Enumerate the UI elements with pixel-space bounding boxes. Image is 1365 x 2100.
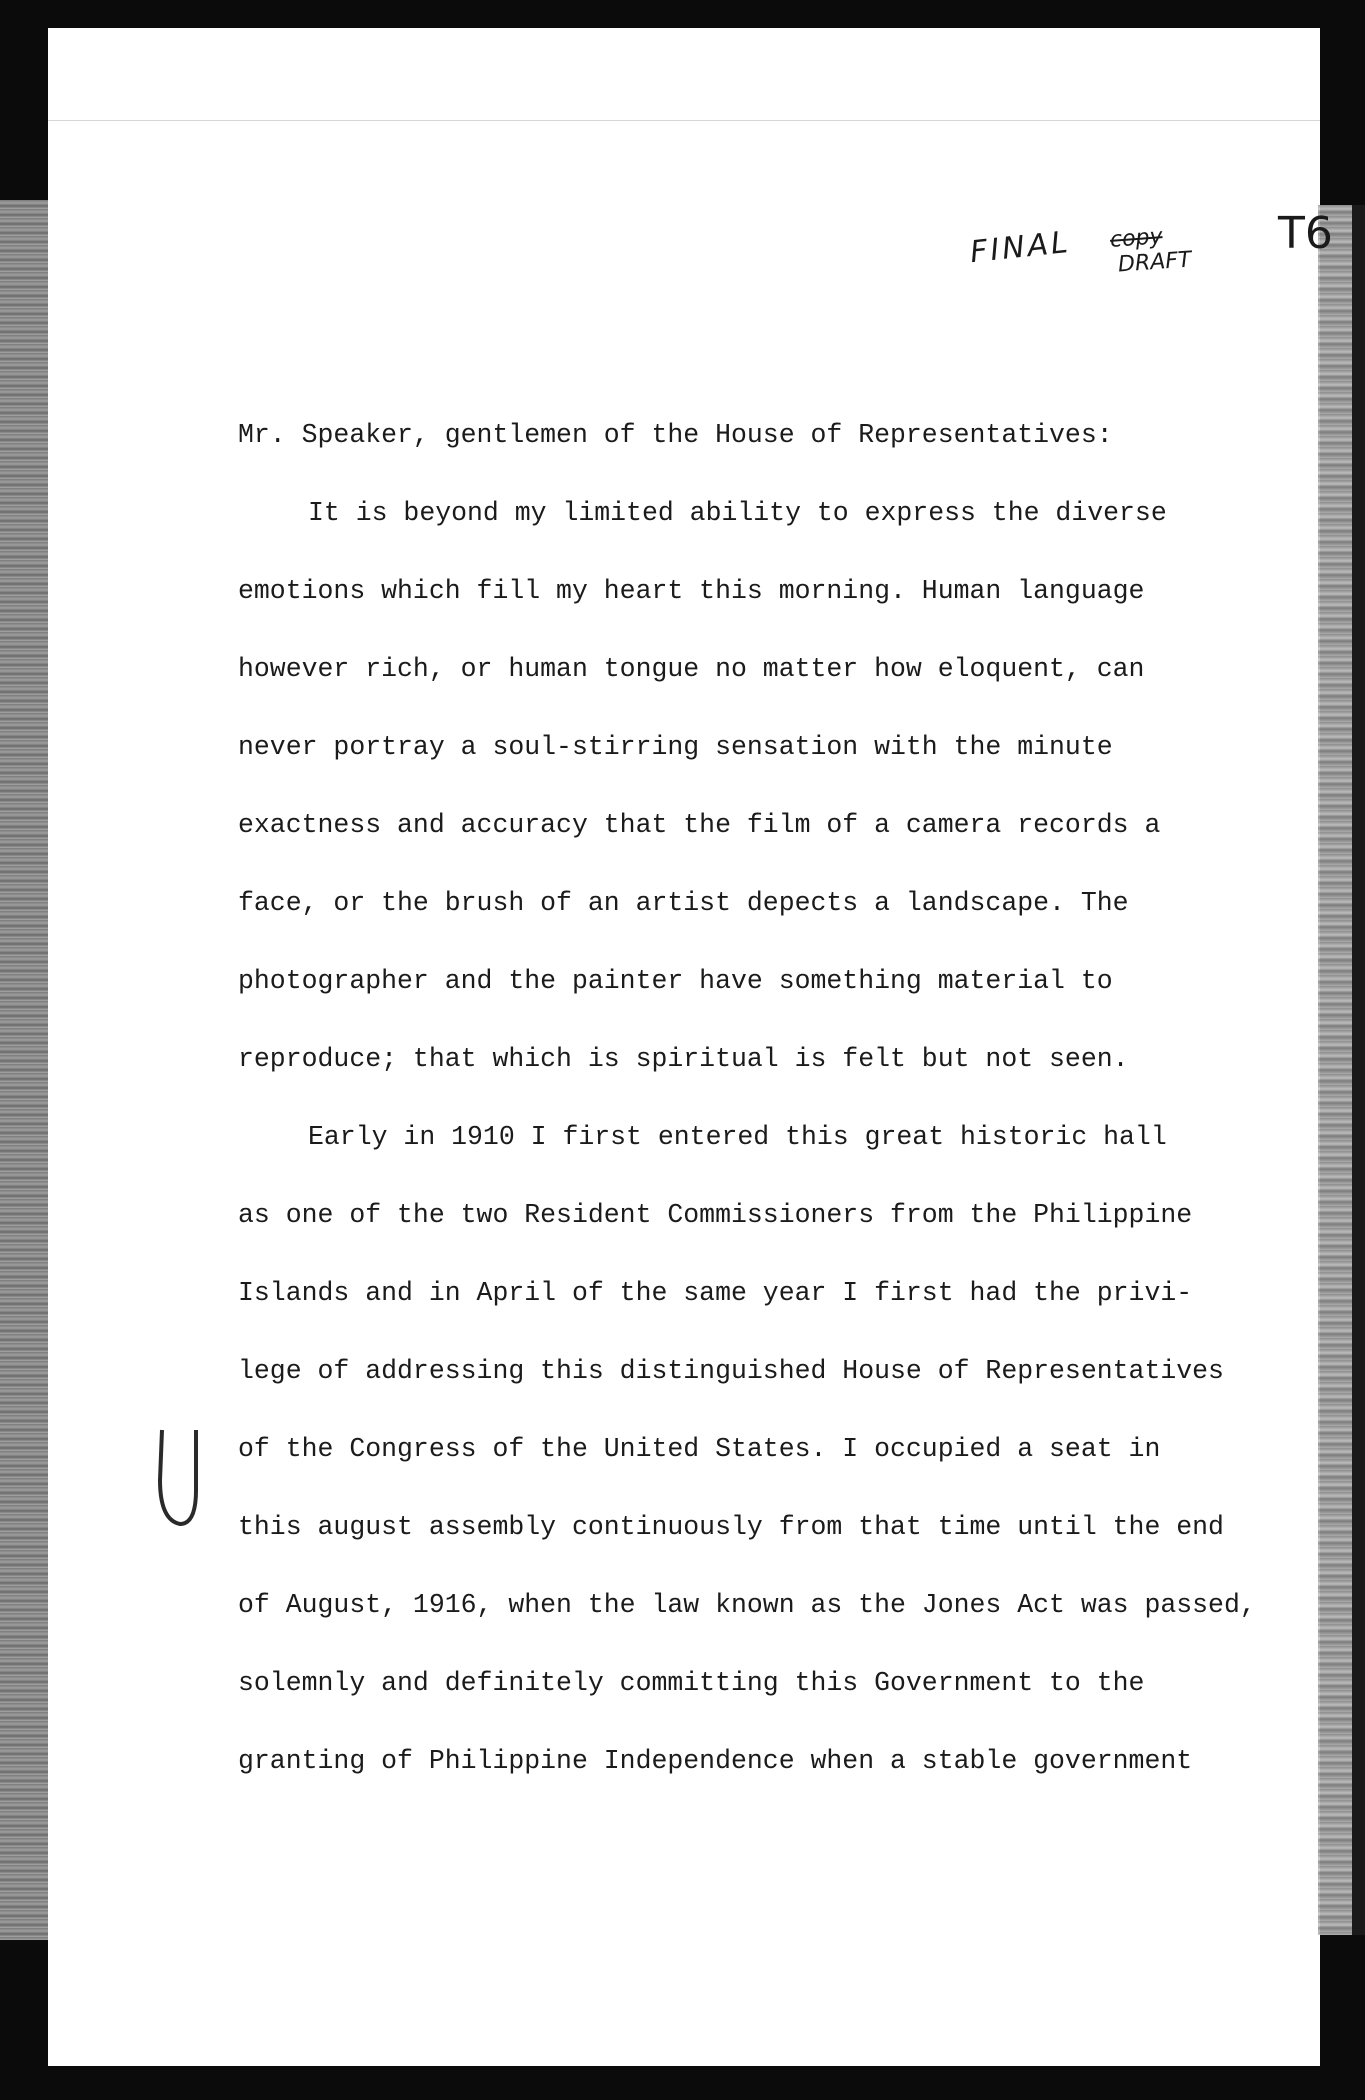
text-line-6: exactness and accuracy that the film of a camera records a <box>238 810 1161 840</box>
text-line-18: granting of Philippine Independence when a stable government <box>238 1746 1193 1776</box>
text-line-3: emotions which fill my heart this morning. Human language <box>238 576 1145 606</box>
text-line-1: Mr. Speaker, gentlemen of the House of Representatives: <box>238 420 1113 450</box>
text-line-2: It is beyond my limited ability to express the diverse <box>308 498 1167 528</box>
left-scan-edge <box>0 200 48 1940</box>
handwritten-final-note: FINAL <box>968 224 1073 271</box>
text-line-8: photographer and the painter have something material to <box>238 966 1113 996</box>
margin-pencil-mark-icon <box>150 1420 206 1540</box>
right-scan-edge <box>1318 205 1352 1935</box>
text-line-12: Islands and in April of the same year I first had the privi- <box>238 1278 1193 1308</box>
handwritten-page-id: T6 <box>1278 208 1333 259</box>
typed-speech-text <box>238 396 1298 1800</box>
text-line-14: of the Congress of the United States. I occupied a seat in <box>238 1434 1161 1464</box>
handwritten-draft-note: DRAFT <box>1117 247 1193 278</box>
top-paper-strip <box>48 28 1320 121</box>
text-line-10: Early in 1910 I first entered this great historic hall <box>308 1122 1167 1152</box>
text-line-9: reproduce; that which is spiritual is felt but not seen. <box>238 1044 1129 1074</box>
text-line-7: face, or the brush of an artist depects a landscape. The <box>238 888 1129 918</box>
text-line-11: as one of the two Resident Commissioners from the Philippine <box>238 1200 1193 1230</box>
right-scan-shadow <box>1352 205 1365 1935</box>
handwritten-copy-strikethrough: copy <box>1109 224 1164 253</box>
text-line-17: solemnly and definitely committing this Government to the <box>238 1668 1145 1698</box>
text-line-15: this august assembly continuously from that time until the end <box>238 1512 1224 1542</box>
text-line-5: never portray a soul-stirring sensation with the minute <box>238 732 1113 762</box>
text-line-16: of August, 1916, when the law known as the Jones Act was passed, <box>238 1590 1256 1620</box>
text-line-4: however rich, or human tongue no matter how eloquent, can <box>238 654 1145 684</box>
text-line-13: lege of addressing this distinguished House of Representatives <box>238 1356 1224 1386</box>
